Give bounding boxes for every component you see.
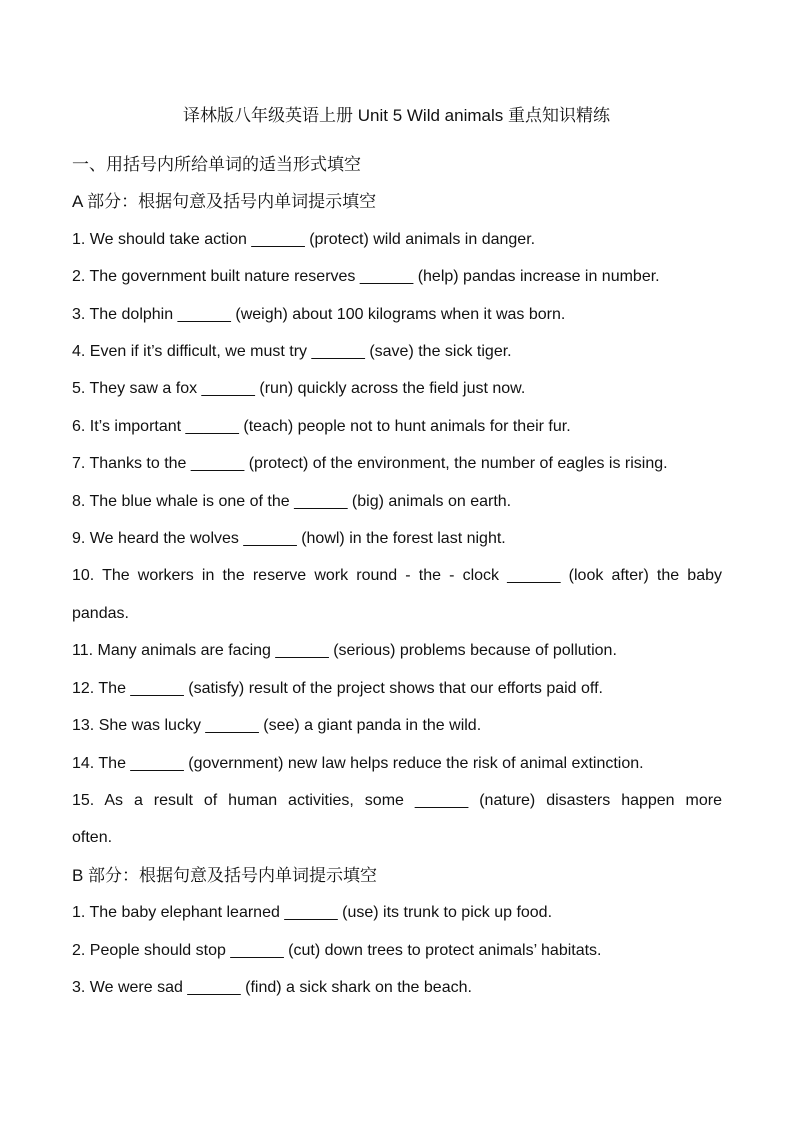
part-a-item-13: 13. She was lucky ______ (see) a giant panda in the wild. [72, 717, 482, 735]
part-b-heading: B 部分：根据句意及括号内单词提示填空 [72, 865, 378, 885]
part-b-item-2: 2. People should stop ______ (cut) down trees to protect animals’ habitats. [72, 941, 602, 959]
exercise-content [72, 146, 722, 1006]
part-a-item-11: 11. Many animals are facing ______ (serious) problems because of pollution. [72, 642, 617, 660]
part-a-item-12: 12. The ______ (satisfy) result of the project shows that our efforts paid off. [72, 679, 603, 697]
part-a-item-10-continued: pandas. [72, 604, 129, 622]
part-a-item-15-continued: often. [72, 829, 113, 847]
part-a-item-5: 5. They saw a fox ______ (run) quickly across the field just now. [72, 380, 526, 398]
part-a-item-1: 1. We should take action ______ (protect) wild animals in danger. [72, 230, 536, 248]
part-a-item-7: 7. Thanks to the ______ (protect) of the environment, the number of eagles is rising. [72, 455, 668, 473]
part-b-item-3: 3. We were sad ______ (find) a sick shark on the beach. [72, 978, 472, 996]
part-a-item-2: 2. The government built nature reserves ______ (help) pandas increase in number. [72, 268, 660, 286]
part-a-item-8: 8. The blue whale is one of the ______ (big) animals on earth. [72, 492, 512, 510]
part-a-item-6: 6. It’s important ______ (teach) people not to hunt animals for their fur. [72, 417, 571, 435]
section-heading: 一、用括号内所给单词的适当形式填空 [72, 155, 361, 174]
part-a-item-4: 4. Even if it’s difficult, we must try ______ (save) the sick tiger. [72, 343, 512, 361]
part-b-item-1: 1. The baby elephant learned ______ (use) its trunk to pick up food. [72, 904, 553, 922]
part-a-heading: A 部分：根据句意及括号内单词提示填空 [72, 192, 377, 212]
part-a-item-9: 9. We heard the wolves ______ (howl) in the forest last night. [72, 530, 506, 548]
part-a-item-10: 10. The workers in the reserve work round - the - clock ______ (look after) the baby [72, 567, 722, 585]
part-a-item-15: 15. As a result of human activities, some ______ (nature) disasters happen more [72, 791, 722, 809]
part-a-item-3: 3. The dolphin ______ (weigh) about 100 kilograms when it was born. [72, 305, 566, 323]
document-title: 译林版八年级英语上册 Unit 5 Wild animals 重点知识精练 [183, 106, 610, 125]
part-a-item-14: 14. The ______ (government) new law helps reduce the risk of animal extinction. [72, 754, 644, 772]
